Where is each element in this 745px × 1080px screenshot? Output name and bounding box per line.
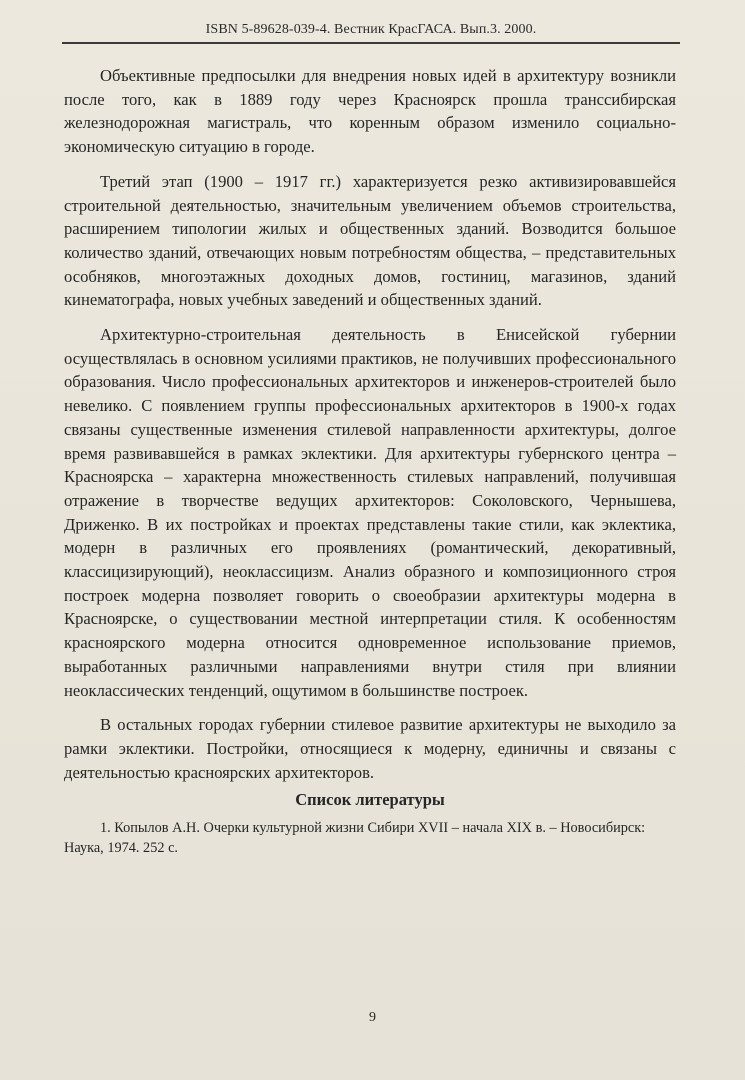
paragraph-2: Третий этап (1900 – 1917 гг.) характеризуется резко активизировавшейся строительной деятельностью, значительным увеличением объемов строительства, расширением типологии жилых и общественных зданий. Возводится большое количество зданий, отвечающих новым потребностям общества, – представительных особняков, многоэтажных доходных домов, гостиниц, магазинов, зданий кинематографа, новых учебных заведений и общественных зданий.: [64, 171, 676, 310]
page-number: 9: [369, 1010, 376, 1025]
paragraph-1: Объективные предпосылки для внедрения новых идей в архитектуру возникли после того, как в 1889 году через Красноярск прошла транссибирская железнодорожная магистраль, что коренным образом изменило социально-экономическую ситуацию в городе.: [64, 66, 676, 157]
reference-item: 1. Копылов А.Н. Очерки культурной жизни Сибири XVII – начала XIX в. – Новосибирск: Наука, 1974. 252 с.: [64, 820, 646, 856]
running-header: ISBN 5-89628-039-4. Вестник КрасГАСА. Вып.3. 2000.: [205, 22, 537, 37]
paragraph-3: Архитектурно-строительная деятельность в Енисейской губернии осуществлялась в основном усилиями практиков, не получивших профессионального образования. Число профессиональных архитекторов и инженеров-строителей было невелико. С появлением группы профессиональных архитекторов в 1900-х годах связаны существенные изменения стилевой направленности архитектуры, долгое время развивавшейся в рамках эклектики. Для архитектуры губернского центра – Красноярска – характерна множественность стилевых направлений, получившая отражение в творчестве ведущих архитекторов: Соколовского, Чернышева, Дриженко. В их постройках и проектах представлены такие стили, как эклектика, модерн в различных его проявлениях (романтический, декоративный, классицизирующий), неоклассицизм. Анализ образного и композиционного строя построек модерна позволяет говорить о своеобразии архитектуры модерна в Красноярске, о существовании местной интерпретации стиля. К особенностям красноярского модерна относится одновременное использование приемов, выработанных различными направлениями внутри стиля при влиянии неоклассических тенденций, ощутимом в большинстве построек.: [64, 325, 676, 700]
header-rule: [62, 42, 680, 44]
references-heading: Список литературы: [295, 790, 445, 809]
paragraph-4: В остальных городах губернии стилевое развитие архитектуры не выходило за рамки эклектики. Постройки, относящиеся к модерну, единичны и связаны с деятельностью красноярских архитекторов.: [64, 715, 676, 782]
article-body: [64, 64, 676, 795]
